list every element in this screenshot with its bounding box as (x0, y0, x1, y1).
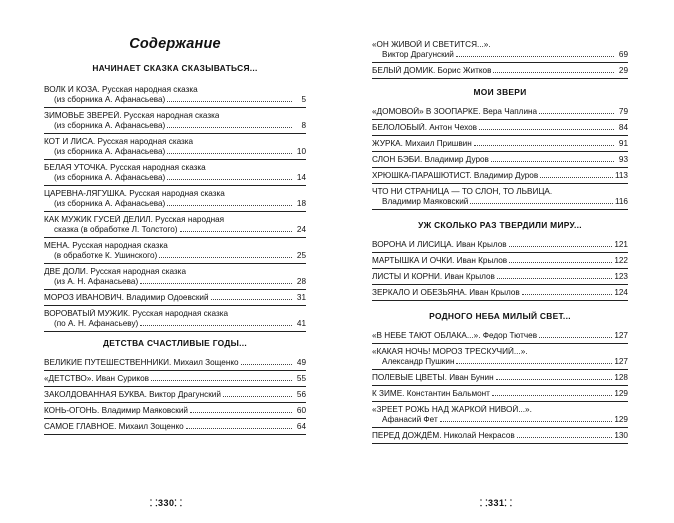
toc-entry (372, 431, 628, 441)
toc-entry-title: «ОН ЖИВОЙ И СВЕТИТСЯ...». (372, 40, 491, 49)
toc-entry (44, 390, 306, 400)
ornament-right-icon: ⸬ (504, 498, 513, 508)
toc-entry-page: 79 (618, 107, 628, 116)
toc-entry (372, 288, 628, 298)
entry-divider (44, 331, 306, 332)
leader-dots (151, 380, 292, 381)
leader-dots (140, 283, 292, 284)
entry-divider (44, 305, 306, 306)
leader-dots (474, 145, 614, 146)
entry-divider (372, 268, 628, 269)
entry-divider (372, 62, 628, 63)
left-page (44, 0, 306, 438)
toc-entry (44, 189, 306, 209)
toc-entry (372, 107, 628, 117)
entry-divider (372, 183, 628, 184)
toc-entry-title: ПЕРЕД ДОЖДЁМ. Николай Некрасов (372, 431, 515, 440)
entry-divider (44, 434, 306, 435)
toc-entry-subtitle: (по А. Н. Афанасьеву) (54, 319, 139, 328)
leader-dots (167, 179, 292, 180)
toc-entry-page: 124 (614, 288, 628, 297)
toc-entry-subtitle: (из сборника А. Афанасьева) (54, 121, 166, 130)
toc-entry-page: 10 (296, 147, 306, 156)
entry-divider (44, 402, 306, 403)
entry-divider (44, 386, 306, 387)
toc-entry-title: ПОЛЕВЫЕ ЦВЕТЫ. Иван Бунин (372, 373, 494, 382)
leader-dots (159, 257, 292, 258)
toc-entry-page: 28 (296, 277, 306, 286)
toc-entry-page: 84 (618, 123, 628, 132)
left-page-number (150, 496, 182, 509)
leader-dots (509, 262, 612, 263)
entry-divider (372, 252, 628, 253)
toc-entry (44, 137, 306, 157)
toc-entry-page: 123 (614, 272, 628, 281)
leader-dots (180, 231, 292, 232)
leader-dots (211, 299, 292, 300)
leader-dots (540, 177, 613, 178)
leader-dots (509, 246, 613, 247)
toc-entry (372, 331, 628, 341)
right-page-number (480, 496, 512, 509)
toc-entry (372, 139, 628, 149)
entry-divider (44, 418, 306, 419)
entry-divider (44, 107, 306, 108)
toc-entry (44, 422, 306, 432)
toc-entry-subtitle: (в обработке К. Ушинского) (54, 251, 158, 260)
toc-entry-title: ЛИСТЫ И КОРНИ. Иван Крылов (372, 272, 495, 281)
leader-dots (522, 294, 613, 295)
toc-entry-title: ЗЕРКАЛО И ОБЕЗЬЯНА. Иван Крылов (372, 288, 520, 297)
toc-entry-title: ХРЮШКА-ПАРАШЮТИСТ. Владимир Дуров (372, 171, 539, 180)
toc-entry (372, 155, 628, 165)
leader-dots (440, 421, 613, 422)
toc-entry-page: 41 (296, 319, 306, 328)
toc-entry-page: 31 (296, 293, 306, 302)
right-toc (372, 0, 628, 444)
left-toc (44, 63, 306, 435)
right-page-number-text: 331 (487, 498, 505, 508)
toc-entry (372, 187, 628, 207)
toc-entry-title: «КАКАЯ НОЧЬ! МОРОЗ ТРЕСКУЧИЙ...». (372, 347, 528, 356)
entry-divider (44, 289, 306, 290)
entry-divider (372, 119, 628, 120)
toc-entry-title: МАРТЫШКА И ОЧКИ. Иван Крылов (372, 256, 508, 265)
section-header: ДЕТСТВА СЧАСТЛИВЫЕ ГОДЫ... (103, 338, 247, 348)
leader-dots (492, 395, 612, 396)
toc-entry-title: ВОРОВАТЫЙ МУЖИК. Русская народная сказка (44, 309, 229, 318)
toc-entry-title: «ДЕТСТВО». Иван Суриков (44, 374, 149, 383)
toc-entry-subtitle: (из сборника А. Афанасьева) (54, 95, 166, 104)
ornament-left-icon: ⸬ (480, 498, 488, 508)
toc-entry (44, 85, 306, 105)
toc-entry-title: КОТ И ЛИСА. Русская народная сказка (44, 137, 194, 146)
entry-divider (44, 263, 306, 264)
toc-entry-title: ВОРОНА И ЛИСИЦА. Иван Крылов (372, 240, 507, 249)
toc-entry (372, 256, 628, 266)
toc-entry-title: «ЗРЕЕТ РОЖЬ НАД ЖАРКОЙ НИВОЙ...». (372, 405, 532, 414)
leader-dots (497, 278, 612, 279)
toc-entry-title: БЕЛАЯ УТОЧКА. Русская народная сказка (44, 163, 206, 172)
entry-divider (372, 151, 628, 152)
toc-entry-title: КОНЬ-ОГОНЬ. Владимир Маяковский (44, 406, 188, 415)
leader-dots (539, 113, 614, 114)
page-title: Содержание (129, 36, 221, 52)
toc-entry (372, 66, 628, 76)
entry-divider (372, 385, 628, 386)
toc-entry (372, 123, 628, 133)
toc-entry (44, 111, 306, 131)
toc-entry-subtitle: (из сборника А. Афанасьева) (54, 147, 166, 156)
toc-entry-title: САМОЕ ГЛАВНОЕ. Михаил Зощенко (44, 422, 184, 431)
ornament-right-icon: ⸬ (174, 498, 183, 508)
toc-entry-page: 127 (614, 357, 628, 366)
toc-entry-page: 128 (614, 373, 628, 382)
toc-entry (44, 163, 306, 183)
toc-entry (372, 272, 628, 282)
toc-entry-title: БЕЛЫЙ ДОМИК. Борис Житков (372, 66, 492, 75)
toc-entry (372, 40, 628, 60)
leader-dots (186, 428, 292, 429)
toc-entry-title: СЛОН БЭБИ. Владимир Дуров (372, 155, 489, 164)
leader-dots (491, 161, 614, 162)
section-header: РОДНОГО НЕБА МИЛЫЙ СВЕТ... (429, 311, 571, 321)
toc-entry-title: МЕНА. Русская народная сказка (44, 241, 168, 250)
leader-dots (539, 337, 612, 338)
toc-entry (44, 293, 306, 303)
toc-entry-subtitle: Владимир Маяковский (382, 197, 469, 206)
leader-dots (140, 325, 292, 326)
toc-entry-page: 91 (618, 139, 628, 148)
toc-entry-title: ВОЛК И КОЗА. Русская народная сказка (44, 85, 198, 94)
toc-entry (372, 389, 628, 399)
toc-entry-page: 69 (618, 50, 628, 59)
entry-divider (44, 185, 306, 186)
toc-entry (44, 267, 306, 287)
toc-entry-page: 29 (618, 66, 628, 75)
entry-divider (372, 284, 628, 285)
toc-entry-page: 93 (618, 155, 628, 164)
leader-dots (479, 129, 614, 130)
toc-entry-subtitle: (из сборника А. Афанасьева) (54, 199, 166, 208)
toc-entry-title: ВЕЛИКИЕ ПУТЕШЕСТВЕННИКИ. Михаил Зощенко (44, 358, 239, 367)
toc-entry-title: ДВЕ ДОЛИ. Русская народная сказка (44, 267, 186, 276)
entry-divider (44, 211, 306, 212)
toc-entry (44, 241, 306, 261)
entry-divider (44, 370, 306, 371)
toc-entry (44, 374, 306, 384)
toc-entry (44, 215, 306, 235)
toc-entry-page: 8 (301, 121, 306, 130)
section-header: УЖ СКОЛЬКО РАЗ ТВЕРДИЛИ МИРУ... (418, 220, 582, 230)
toc-entry-subtitle: (из А. Н. Афанасьева) (54, 277, 139, 286)
toc-entry-page: 56 (296, 390, 306, 399)
leader-dots (493, 72, 614, 73)
toc-entry-title: КАК МУЖИК ГУСЕЙ ДЕЛИЛ. Русская народная (44, 215, 225, 224)
toc-entry (44, 358, 306, 368)
toc-entry-page: 130 (614, 431, 628, 440)
toc-entry (372, 373, 628, 383)
entry-divider (372, 369, 628, 370)
toc-entry-page: 55 (296, 374, 306, 383)
toc-entry (44, 406, 306, 416)
toc-entry-page: 121 (614, 240, 628, 249)
leader-dots (456, 56, 614, 57)
toc-entry-page: 113 (614, 171, 628, 180)
toc-entry-page: 14 (296, 173, 306, 182)
section-header: МОИ ЗВЕРИ (473, 87, 527, 97)
toc-entry-page: 25 (296, 251, 306, 260)
toc-entry (372, 240, 628, 250)
ornament-left-icon: ⸬ (150, 498, 158, 508)
leader-dots (456, 363, 612, 364)
leader-dots (167, 153, 292, 154)
toc-entry-subtitle: Афанасий Фет (382, 415, 438, 424)
entry-divider (372, 343, 628, 344)
toc-entry-title: БЕЛОЛОБЫЙ. Антон Чехов (372, 123, 478, 132)
entry-divider (372, 78, 628, 79)
leader-dots (241, 364, 292, 365)
toc-entry-page: 49 (296, 358, 306, 367)
leader-dots (223, 396, 292, 397)
toc-entry-page: 129 (614, 415, 628, 424)
leader-dots (167, 205, 292, 206)
leader-dots (470, 203, 613, 204)
toc-entry-subtitle: Александр Пушкин (382, 357, 455, 366)
toc-entry-subtitle: сказка (в обработке Л. Толстого) (54, 225, 178, 234)
toc-entry-subtitle: (из сборника А. Афанасьева) (54, 173, 166, 182)
leader-dots (190, 412, 292, 413)
toc-entry-title: ЧТО НИ СТРАНИЦА — ТО СЛОН, ТО ЛЬВИЦА. (372, 187, 553, 196)
toc-entry-title: МОРОЗ ИВАНОВИЧ. Владимир Одоевский (44, 293, 209, 302)
toc-entry-title: «В НЕБЕ ТАЮТ ОБЛАКА...». Федор Тютчев (372, 331, 538, 340)
toc-entry-page: 5 (301, 95, 306, 104)
toc-entry-title: ЗИМОВЬЕ ЗВЕРЕЙ. Русская народная сказка (44, 111, 220, 120)
toc-entry (372, 405, 628, 425)
leader-dots (496, 379, 613, 380)
toc-entry-subtitle: Виктор Драгунский (382, 50, 454, 59)
toc-entry-title: ЖУРКА. Михаил Пришвин (372, 139, 472, 148)
entry-divider (44, 159, 306, 160)
toc-entry-page: 129 (614, 389, 628, 398)
leader-dots (167, 101, 292, 102)
toc-entry-title: «ДОМОВОЙ» В ЗООПАРКЕ. Вера Чаплина (372, 107, 538, 116)
entry-divider (44, 133, 306, 134)
toc-entry (372, 347, 628, 367)
entry-divider (372, 209, 628, 210)
toc-entry (44, 309, 306, 329)
toc-entry-page: 127 (614, 331, 628, 340)
entry-divider (372, 401, 628, 402)
entry-divider (372, 167, 628, 168)
toc-entry-page: 64 (296, 422, 306, 431)
toc-entry-page: 18 (296, 199, 306, 208)
toc-entry (372, 171, 628, 181)
entry-divider (44, 237, 306, 238)
toc-entry-title: ЦАРЕВНА-ЛЯГУШКА. Русская народная сказка (44, 189, 225, 198)
toc-entry-page: 60 (296, 406, 306, 415)
leader-dots (167, 127, 292, 128)
section-header: НАЧИНАЕТ СКАЗКА СКАЗЫВАТЬСЯ... (92, 63, 258, 73)
right-page (372, 0, 628, 447)
toc-entry-page: 122 (614, 256, 628, 265)
toc-entry-page: 24 (296, 225, 306, 234)
entry-divider (372, 300, 628, 301)
entry-divider (372, 135, 628, 136)
toc-entry-page: 116 (614, 197, 628, 206)
entry-divider (372, 443, 628, 444)
toc-entry-title: К ЗИМЕ. Константин Бальмонт (372, 389, 490, 398)
leader-dots (517, 437, 613, 438)
entry-divider (372, 427, 628, 428)
left-page-number-text: 330 (157, 498, 175, 508)
toc-entry-title: ЗАКОЛДОВАННАЯ БУКВА. Виктор Драгунский (44, 390, 221, 399)
